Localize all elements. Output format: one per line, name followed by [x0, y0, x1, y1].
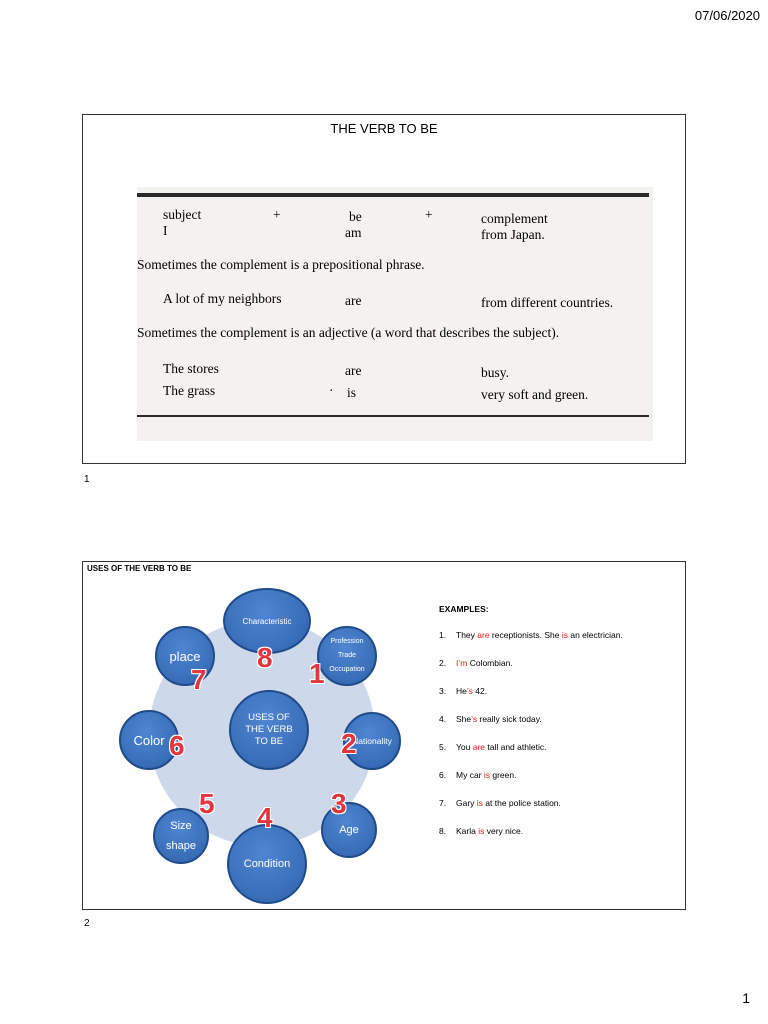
profession-node — [317, 626, 377, 686]
row1-complement: from Japan. — [481, 227, 545, 242]
example-text: tall and athletic. — [485, 742, 547, 752]
example-text: Gary — [456, 798, 477, 808]
note-adjective: Sometimes the complement is an adjective (a word that describes the subject). — [137, 325, 560, 340]
row4-subject: The grass — [163, 383, 216, 398]
example-item — [439, 742, 623, 770]
row3-verb: are — [345, 363, 362, 378]
example-item — [439, 658, 623, 686]
example-verb: is — [476, 798, 483, 808]
example-verb: are — [477, 630, 490, 640]
row3-subject: The stores — [163, 361, 219, 376]
example-text: at the police station. — [482, 798, 561, 808]
example-item — [439, 770, 623, 798]
center-node — [229, 690, 309, 770]
example-number: 1. — [439, 630, 447, 640]
center-line-3: TO BE — [254, 736, 284, 747]
table-top-rule — [137, 193, 649, 197]
header-complement: complement — [481, 211, 548, 226]
example-verb: is — [478, 826, 485, 836]
example-item — [439, 826, 623, 854]
example-verb: is — [561, 630, 568, 640]
profession-label: Profession — [330, 638, 364, 645]
condition-node — [227, 824, 307, 904]
shape-label: shape — [166, 840, 196, 852]
examples-list — [439, 604, 623, 854]
example-item — [439, 630, 623, 658]
table-bottom-rule — [137, 415, 649, 417]
example-verb: I’m — [456, 658, 468, 668]
row4-complement: very soft and green. — [481, 387, 589, 402]
example-text: green. — [490, 770, 517, 780]
center-line-1: USES OF — [248, 712, 290, 723]
nationality-label: Nationality — [352, 736, 392, 746]
slide-number-1: 1 — [84, 474, 90, 485]
example-text: They — [456, 630, 478, 640]
number-8: 8 — [257, 642, 273, 673]
example-text: an electrician. — [568, 630, 623, 640]
trade-label: Trade — [337, 652, 356, 659]
center-line-2: THE VERB — [245, 724, 293, 735]
number-6: 6 — [169, 730, 185, 761]
example-verb: are — [472, 742, 486, 752]
row2-complement: from different countries. — [481, 295, 614, 310]
characteristic-label: Characteristic — [242, 616, 292, 626]
example-text: 42. — [472, 686, 488, 696]
example-item — [439, 686, 623, 714]
number-7: 7 — [191, 664, 207, 695]
example-verb: ’s — [466, 686, 473, 696]
condition-label: Condition — [243, 858, 291, 870]
example-verb: is — [483, 770, 491, 780]
example-text: really sick today. — [477, 714, 542, 724]
textbook-table-image — [137, 187, 653, 441]
example-text: She — [456, 714, 472, 724]
example-number: 7. — [439, 798, 447, 808]
number-1: 1 — [309, 658, 325, 689]
number-3: 3 — [331, 788, 347, 819]
example-text: Karla — [456, 826, 479, 836]
place-label: place — [169, 648, 201, 664]
row2-verb: are — [345, 293, 362, 308]
row4-verb: is — [347, 385, 357, 400]
example-number: 6. — [439, 770, 447, 780]
uses-diagram — [113, 574, 413, 902]
age-label: Age — [339, 824, 359, 836]
header-plus-2: + — [425, 207, 433, 222]
header-be: be — [349, 209, 362, 224]
row3-complement: busy. — [481, 365, 510, 380]
example-verb: ’s — [471, 714, 478, 724]
number-5: 5 — [199, 788, 215, 819]
example-item — [439, 714, 623, 742]
date: 07/06/2020 — [694, 8, 760, 23]
example-number: 4. — [439, 714, 447, 724]
example-number: 8. — [439, 826, 447, 836]
occupation-label: Occupation — [329, 666, 365, 673]
example-text: You — [456, 742, 473, 752]
example-text: My car — [456, 770, 484, 780]
slide-2 — [82, 561, 686, 910]
age-node — [321, 802, 377, 858]
row4-dot: · — [329, 383, 334, 398]
note-prepositional: Sometimes the complement is a prepositional phrase. — [137, 257, 425, 272]
example-number: 2. — [439, 658, 447, 668]
slide-1 — [82, 114, 686, 464]
example-item — [439, 798, 623, 826]
example-text: Colombian. — [467, 658, 513, 668]
example-text: very nice. — [484, 826, 524, 836]
header-subject: subject — [163, 207, 202, 222]
example-number: 3. — [439, 686, 447, 696]
slide-title: THE VERB TO BE — [330, 121, 438, 136]
size-label: Size — [170, 820, 192, 832]
example-number: 5. — [439, 742, 447, 752]
number-4: 4 — [257, 802, 273, 833]
row1-verb: am — [345, 225, 362, 240]
row1-subject: I — [163, 223, 168, 238]
header-plus-1: + — [273, 207, 281, 222]
examples-title: EXAMPLES: — [439, 604, 489, 614]
row2-subject: A lot of my neighbors — [163, 291, 282, 306]
slide-title: USES OF THE VERB TO BE — [87, 564, 192, 573]
example-text: receptionists. She — [489, 630, 562, 640]
number-2: 2 — [341, 728, 357, 759]
example-text: He — [456, 686, 467, 696]
page-number: 1 — [742, 990, 750, 1006]
color-label: Color — [133, 732, 165, 748]
slide-number-2: 2 — [84, 918, 90, 929]
